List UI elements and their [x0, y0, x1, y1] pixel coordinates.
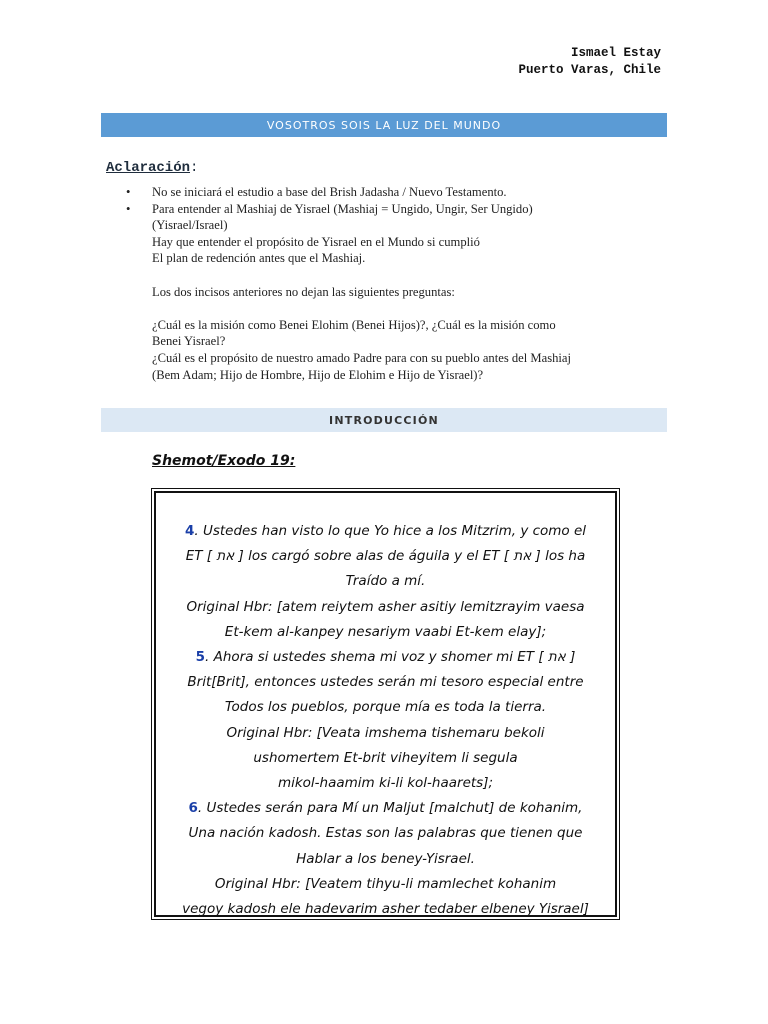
- original-line: Original Hbr: [Veata imshema tishemaru bekoli: [226, 724, 545, 741]
- verse-line: [156, 796, 615, 821]
- original-line: vegoy kadosh ele hadevarim asher tedaber elbeney Yisrael]: [182, 901, 589, 918]
- clarification-notes: [126, 184, 686, 383]
- clarification-title: Aclaración: [106, 160, 191, 176]
- verse-line: Todos los pueblos, porque mía es toda la tierra.: [224, 699, 547, 716]
- question-line: (Bem Adam; Hijo de Hombre, Hijo de Elohim e Hijo de Yisrael)?: [152, 367, 484, 382]
- original-line: Original Hbr: [Veatem tihyu-li mamlechet kohanim: [214, 875, 557, 892]
- verse-text: . Ahora si ustedes shema mi voz y shomer mi ET [ את ]: [205, 649, 576, 666]
- title-banner: VOSOTROS SOIS LA LUZ DEL MUNDO: [101, 113, 667, 137]
- continuation-line: El plan de redención antes que el Mashiaj.: [152, 251, 366, 266]
- verse-number: 6: [188, 800, 198, 817]
- verse-line: [156, 519, 615, 544]
- question-line: ¿Cuál es la misión como Benei Elohim (Benei Hijos)?, ¿Cuál es la misión como: [152, 317, 556, 332]
- clarification-heading: [106, 160, 198, 176]
- original-line: Et-kem al-kanpey nesariym vaabi Et-kem elay];: [224, 623, 547, 640]
- question-line: Benei Yisrael?: [152, 334, 226, 349]
- verse-line: Traído a mí.: [345, 573, 426, 590]
- continuation-line: (Yisrael/Israel): [152, 218, 228, 233]
- verse-line: Una nación kadosh. Estas son las palabras que tienen que: [188, 825, 583, 842]
- continuation-line: Hay que entender el propósito de Yisrael en el Mundo si cumplió: [152, 234, 480, 249]
- original-line: ushomertem Et-brit viheyitem li segula: [253, 749, 518, 766]
- verse-text: . Ustedes serán para Mí un Maljut [malchut] de kohanim,: [197, 800, 583, 817]
- verse-line: ET [ את ] los cargó sobre alas de águila y el ET [ את ] los ha: [185, 548, 586, 565]
- scripture-box: [151, 488, 620, 920]
- verse-text: . Ustedes han visto lo que Yo hice a los Mitzrim, y como el: [194, 523, 587, 539]
- verse-line: Hablar a los beney-Yisrael.: [296, 850, 475, 867]
- bullet-icon: •: [126, 185, 131, 199]
- scripture-inner: [154, 491, 617, 917]
- list-item: [126, 184, 686, 201]
- author-location: Puerto Varas, Chile: [518, 63, 661, 77]
- original-line: mikol-haamim ki-li kol-haarets];: [277, 775, 494, 792]
- author-block: [518, 45, 661, 79]
- verse-line: Brit[Brit], entonces ustedes serán mi tesoro especial entre: [187, 674, 584, 691]
- questions-lead: Los dos incisos anteriores no dejan las siguientes preguntas:: [152, 284, 455, 299]
- verse-number: 5: [195, 649, 206, 666]
- bullet-text: No se iniciará el estudio a base del Brish Jadasha / Nuevo Testamento.: [152, 185, 507, 199]
- original-line: Original Hbr: [atem reiytem asher asitiy lemitzrayim vaesa: [186, 598, 585, 615]
- list-item: [126, 201, 686, 218]
- clarification-colon: :: [190, 160, 199, 176]
- bullet-icon: •: [126, 201, 131, 216]
- section-title: Shemot/Exodo 19:: [152, 453, 296, 469]
- verse-number: 4: [184, 523, 195, 539]
- question-line: ¿Cuál es el propósito de nuestro amado Padre para con su pueblo antes del Mashiaj: [152, 350, 571, 365]
- intro-banner: INTRODUCCIÓN: [101, 408, 667, 432]
- verse-line: [156, 645, 615, 670]
- author-name: Ismael Estay: [570, 46, 661, 60]
- bullet-text: Para entender al Mashiaj de Yisrael (Mashiaj = Ungido, Ungir, Ser Ungido): [152, 201, 533, 216]
